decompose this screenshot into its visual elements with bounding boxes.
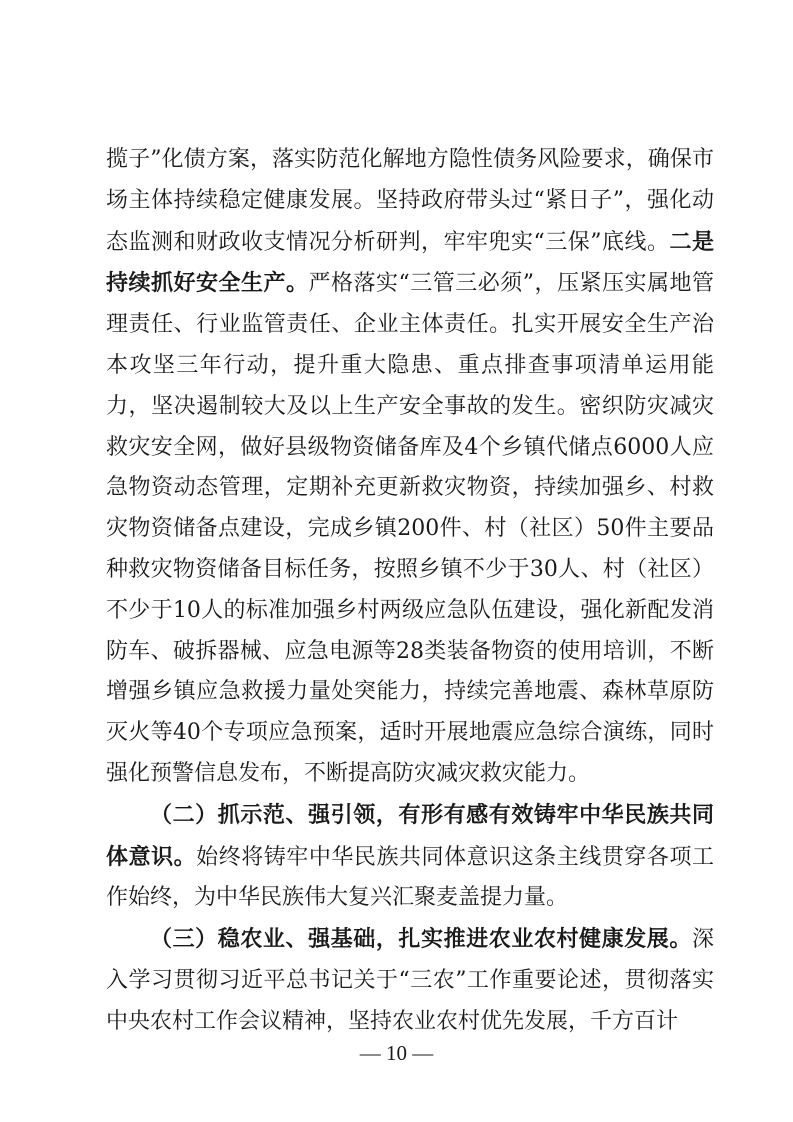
document-body <box>106 140 714 1043</box>
section-heading-two: （二）抓示范、强引领，有形有感有效铸牢中华民族共同体意识。 <box>106 801 714 870</box>
paragraph-3 <box>106 919 714 1042</box>
paragraph-2 <box>106 795 714 919</box>
paragraph-1-text-a: 揽子”化债方案，落实防范化解地方隐性债务风险要求，确保市场主体持续稳定健康发展。坚持政府带头过“紧日子”，强化动态监测和财政收支情况分析研判，牢牢兜实“三保”底线。 <box>106 147 714 255</box>
paragraph-2-text: 始终将铸牢中华民族共同体意识这条主线贯穿各项工作始终，为中华民族伟大复兴汇聚麦盖提力量。 <box>106 844 714 911</box>
paragraph-3-text: 深入学习贯彻习近平总书记关于“三农”工作重要论述，贯彻落实中央农村工作会议精神，坚持农业农村优先发展，千方百计 <box>106 927 714 1034</box>
page-number: — 10 — <box>359 1041 434 1065</box>
section-heading-safety: 二是持续抓好安全生产。 <box>106 228 714 297</box>
section-heading-three: （三）稳农业、强基础，扎实推进农业农村健康发展。 <box>150 926 692 953</box>
paragraph-1-text-b: 严格落实“三管三必须”，压紧压实属地管理责任、行业监管责任、企业主体责任。扎实开展安全生产治本攻坚三年行动，提升重大隐患、重点排查事项清单运用能力，坚决遏制较大及以上生产安全事故的发生。密织防灾减灾救灾安全网，做好县级物资储备库及4个乡镇代储点6000人应急物资动态管理，定期补充更新救灾物资，持续加强乡、村救灾物资储备点建设，完成乡镇200件、村（社区）50件主要品种救灾物资储备目标任务，按照乡镇不少于30人、村（社区）不少于10人的标准加强乡村两级应急队伍建设，强化新配发消防车、破拆器械、应急电源等28类装备物资的使用培训，不断增强乡镇应急救援力量处突能力，持续完善地震、森林草原防灭火等40个专项应急预案，适时开展地震应急综合演练，同时强化预警信息发布，不断提高防灾减灾救灾能力。 <box>106 271 714 786</box>
paragraph-1 <box>106 140 714 795</box>
